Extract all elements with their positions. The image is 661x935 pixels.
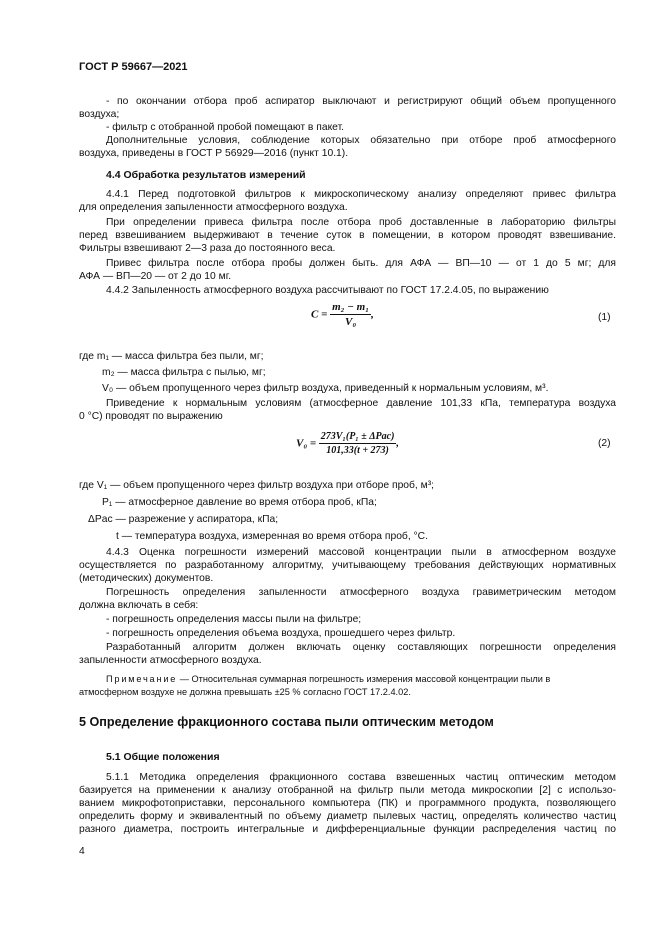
p511-line-2: базируется на применении к анализу отобранной на фильтр пыли метода микроскопии [2] с использо- — [79, 785, 616, 796]
formula-1-numerator: m₂ − m₁ — [332, 301, 370, 313]
page-number: 4 — [79, 846, 85, 857]
note-text-1: — Относительная суммарная погрешность измерения массовой концентрации пыли в — [177, 674, 551, 684]
note-line-2: атмосферном воздухе не должна превышать ±25 % согласно ГОСТ 17.2.4.02. — [79, 687, 411, 697]
p443-line-1: 4.4.3 Оценка погрешности измерений массовой концентрации пыли в атмосферном воздухе — [106, 547, 616, 558]
p441-2-line-1: При определении привеса фильтра после отбора проб доставленные в лабораторию фильтры — [106, 217, 616, 228]
formula-2-fraction — [319, 431, 397, 456]
formula-2-numerator: 273V₁(P₁ ± ΔPас) — [320, 431, 395, 442]
formula-1 — [311, 301, 374, 328]
def-v1: где V₁ — объем пропущенного через фильтр воздуха при отборе проб, м³; — [79, 480, 435, 491]
p443-line-5: должна включать в себя: — [79, 600, 199, 611]
def-v0: V₀ — объем пропущенного через фильтр воздуха, приведенный к нормальным условиям, м³. — [102, 383, 549, 394]
p442-line: 4.4.2 Запыленность атмосферного воздуха рассчитывают по ГОСТ 17.2.4.05, по выражению — [106, 285, 549, 296]
formula-1-tail: , — [371, 308, 374, 321]
formula-2-tail: , — [396, 438, 399, 449]
formula-1-number: (1) — [598, 312, 611, 323]
intro-line-2: воздуха; — [79, 109, 120, 120]
section-5-1-title: 5.1 Общие положения — [106, 751, 220, 763]
intro-line-5: воздуха, приведены в ГОСТ Р 56929—2016 (пункт 10.1). — [79, 148, 349, 159]
intro-line-3: - фильтр с отобранной пробой помещают в пакет. — [106, 122, 345, 133]
note-label: Примечание — [106, 674, 178, 684]
p511-line-1: 5.1.1 Методика определения фракционного состава взвешенных частиц оптическим методом — [106, 772, 616, 783]
formula-1-denominator: V₀ — [345, 316, 357, 328]
p441-3-line-1: Привес фильтра после отбора пробы должен быть. для АФА — ВП—10 — от 1 до 5 мг; для — [106, 258, 616, 269]
p441-line-2: для определения запыленности атмосферного воздуха. — [79, 202, 348, 213]
p443-line-3: (методических) документов. — [79, 573, 214, 584]
p441-line-1: 4.4.1 Перед подготовкой фильтров к микроскопическому анализу определяют привес фильтра — [106, 189, 616, 200]
p511-line-4: определить форму и эквивалентный по объему диаметр пылевых частиц, определять количество частиц — [79, 811, 616, 822]
formula-1-lhs: C = — [311, 308, 328, 321]
formula-2 — [296, 431, 399, 456]
def-t: t — температура воздуха, измеренная во время отбора проб, °С. — [116, 531, 428, 542]
def-m1: где m₁ — масса фильтра без пыли, мг; — [79, 351, 264, 362]
p443-line-8: Разработанный алгоритм должен включать оценку составляющих погрешности определения — [106, 642, 616, 653]
standard-header: ГОСТ Р 59667—2021 — [79, 61, 188, 73]
p443-line-2: осуществляется по разработанному алгоритму, учитывающему требования действующих нормативных — [79, 560, 616, 571]
formula-2-denominator: 101,33(t + 273) — [326, 445, 389, 456]
p443-line-4: Погрешность определения запыленности атмосферного воздуха гравиметрическим методом — [106, 587, 616, 598]
p511-line-5: разного диаметра, построить интегральные и дифференциальные функции распределения частиц по — [79, 824, 616, 835]
p443-bullet-1: - погрешность определения массы пыли на фильтре; — [106, 614, 362, 625]
intro-line-4: Дополнительные условия, соблюдение которых обязательно при отборе проб атмосферного — [106, 135, 616, 146]
def-dpac: ΔPас — разрежение у аспиратора, кПа; — [88, 514, 279, 525]
intro-line-1: - по окончании отбора проб аспиратор выключают и регистрируют общий объем пропущенного — [106, 96, 616, 107]
p511-line-3: ванием микрофотоприставки, персонального компьютера (ПК) и программного продукта, позволяющего — [79, 798, 616, 809]
p441-2-line-3: Фильтры взвешивают 2—3 раза до постоянного веса. — [79, 243, 336, 254]
p443-bullet-2: - погрешность определения объема воздуха, прошедшего через фильтр. — [106, 628, 456, 639]
section-5-title: 5 Определение фракционного состава пыли оптическим методом — [79, 715, 494, 729]
reduce-line-2: 0 °С) проводят по выражению — [79, 411, 223, 422]
def-m2: m₂ — масса фильтра с пылью, мг; — [102, 367, 266, 378]
p441-2-line-2: перед взвешиванием выдерживают в течение суток в помещении, в котором проводят взвешивание. — [79, 230, 616, 241]
def-p1: P₁ — атмосферное давление во время отбора проб, кПа; — [102, 497, 377, 508]
section-4-4-title: 4.4 Обработка результатов измерений — [106, 169, 306, 181]
p441-3-line-2: АФА — ВП—20 — от 2 до 10 мг. — [79, 271, 232, 282]
note-line-1 — [106, 673, 550, 686]
reduce-line-1: Приведение к нормальным условиям (атмосферное давление 101,33 кПа, температура воздуха — [106, 398, 616, 409]
p443-line-9: запыленности атмосферного воздуха. — [79, 655, 262, 666]
formula-2-number: (2) — [598, 438, 611, 449]
formula-2-lhs: V₀ = — [296, 437, 317, 450]
formula-1-fraction — [330, 301, 371, 328]
